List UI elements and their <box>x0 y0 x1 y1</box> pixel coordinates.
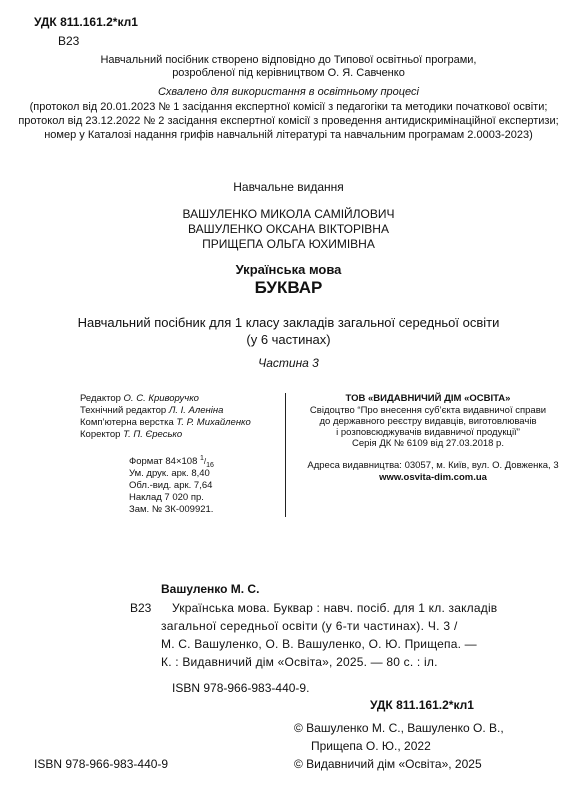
copyright-line: Прищепа О. Ю., 2022 <box>311 739 431 753</box>
staff-row <box>80 405 223 417</box>
cert-line: Свідоцтво “Про внесення суб’єкта видавничої справи <box>309 405 547 416</box>
spec-line: Обл.-вид. арк. 7,64 <box>129 480 213 491</box>
author-1: ВАШУЛЕНКО МИКОЛА САМІЙЛОВИЧ <box>182 207 395 221</box>
isbn-bottom: ISBN 978-966-983-440-9 <box>34 757 169 771</box>
publisher-website[interactable]: www.osvita-dim.com.ua <box>379 472 487 483</box>
spec-line: Зам. № ЗК-009921. <box>129 504 214 515</box>
catalog-desc-line: М. С. Вашуленко, О. В. Вашуленко, О. Ю. Прищепа. — <box>161 637 477 651</box>
subtitle-line-2: (у 6 частинах) <box>246 332 331 347</box>
publisher-name: ТОВ «ВИДАВНИЧИЙ ДІМ «ОСВІТА» <box>345 393 511 404</box>
subtitle-line-1: Навчальний посібник для 1 класу закладів загальної середньої освіти <box>77 315 500 330</box>
cert-line: до державного реєстру видавців, виготовлювачів <box>319 416 537 427</box>
catalog-code: В23 <box>130 601 152 615</box>
approved-line: Схвалено для використання в освітньому процесі <box>157 86 419 98</box>
subject-title: Українська мова <box>235 262 342 277</box>
intro-line-1: Навчальний посібник створено відповідно до Типової освітньої програми, <box>100 54 477 66</box>
catalog-desc-line: Українська мова. Буквар : навч. посіб. для 1 кл. закладів <box>172 601 498 615</box>
intro-line-2: розробленої під керівництвом О. Я. Савченко <box>172 67 405 79</box>
copyright-line: © Вашуленко М. С., Вашуленко О. В., <box>294 721 504 735</box>
spec-line: Наклад 7 020 пр. <box>129 492 204 503</box>
publisher-address: Адреса видавництва: 03057, м. Київ, вул. О. Довженка, 3 <box>307 460 559 471</box>
cert-line: і розповсюджувачів видавничої продукції” <box>336 427 520 438</box>
spec-format: Формат 84×108 $^1/_{16}$ <box>129 455 214 470</box>
bbk-top: В23 <box>58 34 80 48</box>
staff-row <box>80 393 199 405</box>
edition-type: Навчальне видання <box>233 180 344 194</box>
author-2: ВАШУЛЕНКО ОКСАНА ВІКТОРІВНА <box>188 222 389 236</box>
catalog-desc-line: К. : Видавничий дім «Освіта», 2025. — 80 с. : іл. <box>161 655 438 669</box>
format-frac-num: 1 <box>200 455 204 462</box>
author-3: ПРИЩЕПА ОЛЬГА ЮХИМІВНА <box>202 237 375 251</box>
staff-name: Т. П. Єресько <box>123 429 183 440</box>
staff-name: Т. Р. Михайленко <box>176 417 251 428</box>
format-frac-den: 16 <box>206 462 214 470</box>
staff-role: Коректор <box>80 429 121 440</box>
staff-role: Технічний редактор <box>80 405 167 416</box>
staff-row <box>80 429 182 441</box>
staff-role: Редактор <box>80 393 121 404</box>
book-title: БУКВАР <box>254 278 323 297</box>
column-divider <box>285 393 286 517</box>
staff-name: О. С. Криворучко <box>123 393 199 404</box>
udc-top: УДК 811.161.2*кл1 <box>34 15 138 29</box>
part-label: Частина 3 <box>258 356 319 370</box>
spec-line: Ум. друк. арк. 8,40 <box>129 468 210 479</box>
protocol-line-2: протокол від 23.12.2022 № 2 засідання експертної комісії з проведення антидискримінаційної експертизи; <box>18 115 559 127</box>
staff-role: Комп’ютерна верстка <box>80 417 174 428</box>
copyright-line: © Видавничий дім «Освіта», 2025 <box>294 757 482 771</box>
staff-name: Л. І. Аленіна <box>168 405 224 416</box>
catalog-desc-line: загальної середньої освіти (у 6-ти частинах). Ч. 3 / <box>161 619 458 633</box>
cert-line: Серія ДК № 6109 від 27.03.2018 р. <box>352 438 504 449</box>
spec-format-text: Формат 84×108 <box>129 456 198 468</box>
catalog-isbn: ISBN 978-966-983-440-9. <box>172 681 310 695</box>
catalog-author: Вашуленко М. С. <box>161 582 260 596</box>
staff-row <box>80 417 251 429</box>
protocol-line-1: (протокол від 20.01.2023 № 1 засідання експертної комісії з педагогіки та методики початкової освіти; <box>29 101 548 113</box>
catalog-udc: УДК 811.161.2*кл1 <box>370 698 474 712</box>
protocol-line-3: номер у Каталозі надання грифів навчальній літературі та навчальним програмам 2.0003-2023) <box>44 129 533 141</box>
